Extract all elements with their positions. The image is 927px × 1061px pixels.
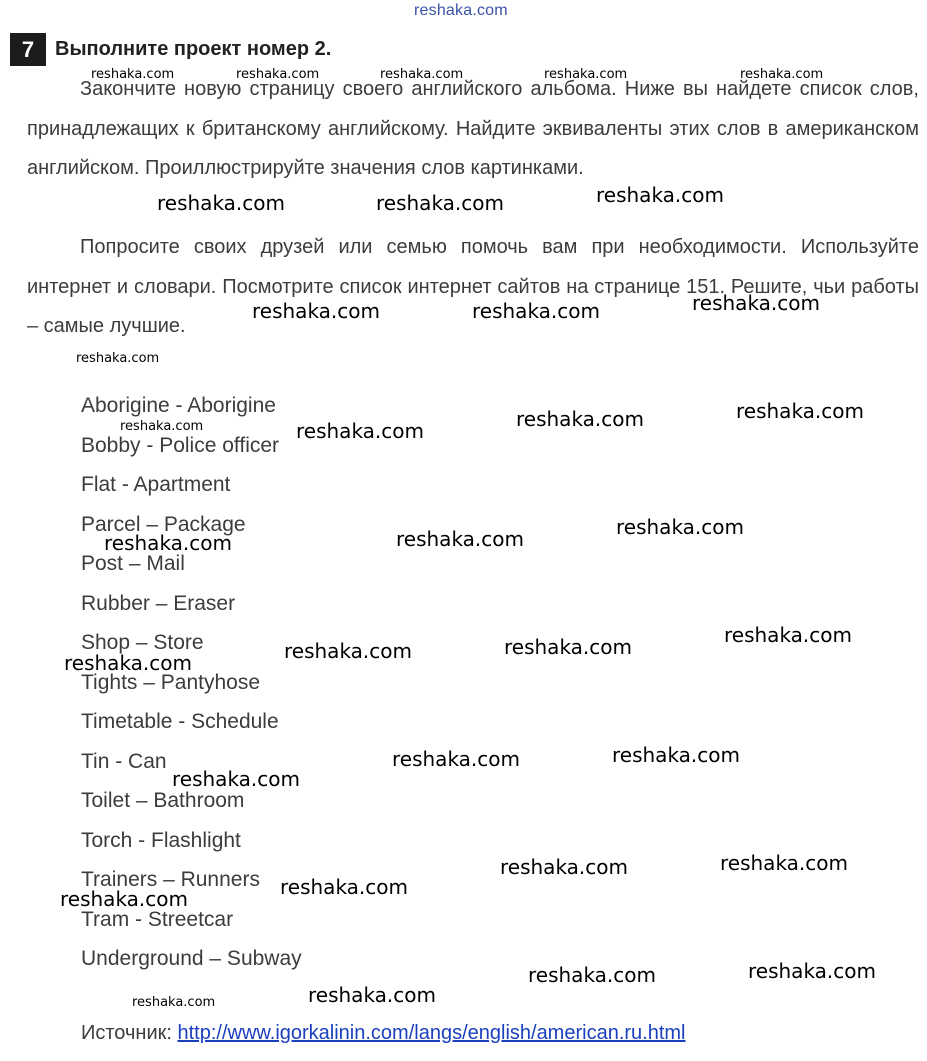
watermark: reshaka.com [157,191,285,215]
word-pair-item: Shop – Store [81,631,204,654]
watermark: reshaka.com [120,419,204,434]
watermark: reshaka.com [60,887,188,911]
source-label: Источник: [81,1022,172,1044]
site-header-watermark: reshaka.com [414,2,508,19]
watermark: reshaka.com [308,983,436,1007]
watermark: reshaka.com [472,299,600,323]
watermark: reshaka.com [500,855,628,879]
watermark: reshaka.com [748,959,876,983]
word-pair-item: Bobby - Police officer [81,433,280,457]
watermark: reshaka.com [596,183,724,207]
task-paragraph-1: Закончите новую страницу своего английского альбома. Ниже вы найдете список слов, принадлежащих к британскому английскому. Найдите эквиваленты этих слов в американском английском. Проиллюстрируйте значения слов картинками. [27,78,919,179]
watermark: reshaka.com [252,299,380,323]
word-pair-item: Trainers – Runners [81,868,260,891]
watermark: reshaka.com [296,419,424,443]
word-pair-item: Tram - Streetcar [81,907,234,931]
word-pair-item: Tights – Pantyhose [81,670,260,694]
word-pair-item: Tin - Can [81,749,167,773]
watermark: reshaka.com [616,515,744,539]
watermark: reshaka.com [692,291,820,315]
watermark: reshaka.com [504,635,632,659]
word-pair-item: Underground – Subway [81,947,302,970]
watermark: reshaka.com [104,531,232,555]
watermark: reshaka.com [528,963,656,987]
watermark: reshaka.com [612,743,740,767]
word-pair-item: Parcel – Package [81,512,246,536]
source-line [81,1022,686,1045]
watermark: reshaka.com [380,67,464,82]
task-number-badge: 7 [10,33,46,66]
watermark: reshaka.com [76,351,160,366]
task-header [10,33,331,66]
watermark: reshaka.com [736,399,864,423]
watermark: reshaka.com [91,67,175,82]
watermark: reshaka.com [280,875,408,899]
watermark: reshaka.com [376,191,504,215]
watermark: reshaka.com [516,407,644,431]
word-pair-item: Toilet – Bathroom [81,789,245,812]
watermark: reshaka.com [284,639,412,663]
word-pair-item: Torch - Flashlight [81,828,241,852]
word-pair-item: Rubber – Eraser [81,591,236,615]
task-title: Выполните проект номер 2. [55,38,332,60]
task-paragraph-2: Попросите своих друзей или семью помочь вам при необходимости. Используйте интернет и словари. Посмотрите список интернет сайтов на странице 151. Решите, чьи работы – самые лучшие. [27,236,919,337]
watermark: reshaka.com [392,747,520,771]
word-pair-item: Post – Mail [81,552,185,575]
watermark: reshaka.com [724,623,852,647]
watermark: reshaka.com [172,767,300,791]
watermark: reshaka.com [236,67,320,82]
source-link[interactable]: http://www.igorkalinin.com/langs/english/american.ru.html [177,1022,686,1044]
watermark: reshaka.com [132,995,216,1010]
word-pair-item: Timetable - Schedule [81,710,279,733]
word-pair-item: Flat - Apartment [81,473,231,496]
watermark: reshaka.com [64,651,192,675]
watermark: reshaka.com [740,67,824,82]
word-pair-item: Aborigine - Aborigine [81,394,276,417]
watermark: reshaka.com [544,67,628,82]
watermark: reshaka.com [720,851,848,875]
watermark: reshaka.com [396,527,524,551]
